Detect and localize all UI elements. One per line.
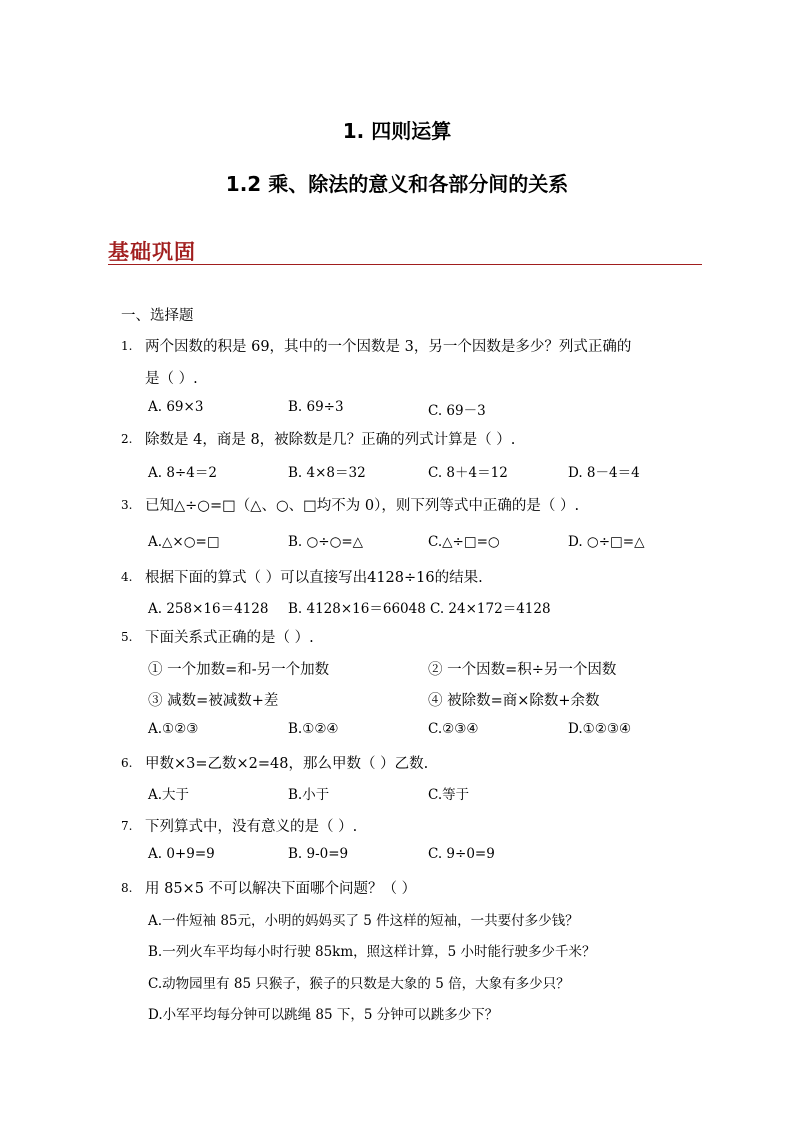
statement-item: ② 一个因数=积÷另一个因数 <box>428 662 617 678</box>
option-b: B.①②④ <box>288 721 339 737</box>
option-c: C.等于 <box>428 787 470 803</box>
question-text: 两个因数的积是 69，其中的一个因数是 3，另一个因数是多少？列式正确的 <box>145 339 632 355</box>
question-number: 7. <box>121 819 133 833</box>
statement-item: ① 一个加数=和-另一个加数 <box>148 662 330 678</box>
option-c: C.△÷□=○ <box>428 534 500 550</box>
option-a: A. 258×16＝4128 <box>148 601 269 617</box>
lesson-title: 1.2 乘、除法的意义和各部分间的关系 <box>225 172 569 196</box>
option-a: A. 69×3 <box>148 399 204 415</box>
part-label: 一、选择题 <box>121 308 194 324</box>
option-b: B. 69÷3 <box>288 399 344 415</box>
option-a: A.①②③ <box>148 721 199 737</box>
question-text: 根据下面的算式（ ）可以直接写出4128÷16的结果. <box>145 570 483 586</box>
question-number: 5. <box>121 630 133 644</box>
question-text: 除数是 4，商是 8，被除数是几？正确的列式计算是（ ）. <box>145 432 516 448</box>
statement-item: ④ 被除数=商×除数+余数 <box>428 693 600 709</box>
option-a: A.△×○=□ <box>148 534 220 550</box>
question-text: 下面关系式正确的是（ ）. <box>145 630 314 646</box>
section-divider <box>108 264 702 265</box>
option-c: C.动物园里有 85 只猴子，猴子的只数是大象的 5 倍，大象有多少只？ <box>148 976 570 992</box>
question-number: 4. <box>121 570 133 584</box>
option-c: C. 8＋4＝12 <box>428 465 508 481</box>
question-number: 2. <box>121 432 133 446</box>
question-text: 已知△÷○=□（△、○、□均不为 0），则下列等式中正确的是（ ）. <box>145 498 580 514</box>
option-d: D. 8－4＝4 <box>568 465 640 481</box>
option-a: A. 8÷4＝2 <box>148 465 217 481</box>
option-a: A.一件短袖 85元，小明的妈妈买了 5 件这样的短袖，一共要付多少钱？ <box>148 913 579 929</box>
option-b: B. 4×8＝32 <box>288 465 366 481</box>
section-heading: 基础巩固 <box>108 239 196 264</box>
question-number: 3. <box>121 498 133 512</box>
option-d: D.小军平均每分钟可以跳绳 85 下，5 分钟可以跳多少下？ <box>148 1007 499 1023</box>
question-text: 是（ ）. <box>145 371 198 387</box>
chapter-title: 1. 四则运算 <box>342 119 452 143</box>
option-b: B. 9-0=9 <box>288 846 349 862</box>
option-c: C. 69－3 <box>428 403 486 419</box>
option-d: D.①②③④ <box>568 721 632 737</box>
question-text: 用 85×5 不可以解决下面哪个问题？（ ） <box>145 881 417 897</box>
option-b: B.一列火车平均每小时行驶 85km，照这样计算，5 小时能行驶多少千米？ <box>148 944 596 960</box>
option-b: B. 4128×16＝66048 <box>288 601 426 617</box>
option-a: A.大于 <box>148 787 190 803</box>
option-a: A. 0+9=9 <box>148 846 215 862</box>
question-number: 8. <box>121 881 133 895</box>
option-d: D. ○÷□=△ <box>568 534 645 550</box>
question-number: 1. <box>121 339 133 353</box>
question-number: 6. <box>121 756 133 770</box>
question-text: 下列算式中，没有意义的是（ ）. <box>145 819 358 835</box>
option-b: B. ○÷○=△ <box>288 534 364 550</box>
question-text: 甲数×3=乙数×2=48，那么甲数（ ）乙数. <box>145 756 429 772</box>
option-c: C. 9÷0=9 <box>428 846 495 862</box>
option-c: C. 24×172＝4128 <box>430 601 551 617</box>
statement-item: ③ 减数=被减数+差 <box>148 693 279 709</box>
option-c: C.②③④ <box>428 721 479 737</box>
option-b: B.小于 <box>288 787 330 803</box>
